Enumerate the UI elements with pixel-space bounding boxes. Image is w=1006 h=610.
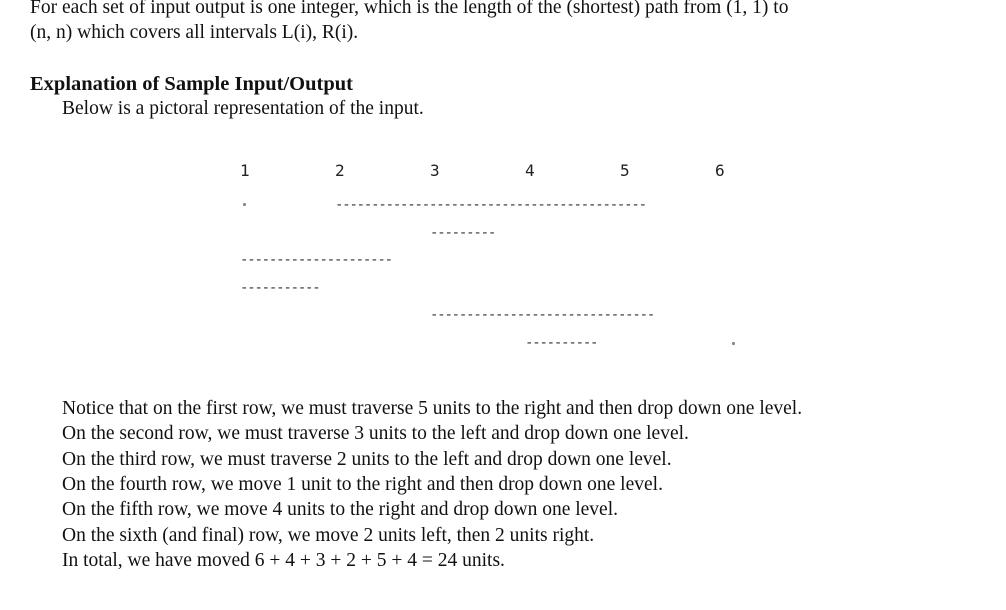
end-dot (732, 342, 735, 345)
explanation-line-7: In total, we have moved 6 + 4 + 3 + 2 + 5 + 4 = 24 units. (62, 550, 505, 571)
intro-line-2 (30, 22, 358, 44)
column-label-5: 5 (620, 161, 630, 180)
intro-line-1 (30, 0, 788, 19)
column-label-1: 1 (240, 161, 250, 180)
intro-line-1-text: For each set of input output is one integer, which is the length of the (shortest) path from (1, 1) to (30, 0, 789, 18)
interval-row-5: ------------------------------- (430, 308, 655, 322)
column-label-2: 2 (335, 161, 345, 180)
intro-line-2-text: (n, n) which covers all intervals L(i), R(i). (30, 22, 359, 43)
column-label-6: 6 (715, 161, 725, 180)
interval-row-3: --------------------- (240, 253, 392, 267)
interval-row-1: ------------------------------------------- (335, 198, 646, 212)
interval-row-6: ---------- (525, 336, 598, 350)
interval-figure (230, 150, 750, 360)
column-label-3: 3 (430, 161, 440, 180)
start-dot (243, 203, 246, 206)
section-heading: Explanation of Sample Input/Output (30, 73, 353, 95)
explanation-line-1: Notice that on the first row, we must traverse 5 units to the right and then drop down one level. (62, 398, 803, 419)
explanation-line-5: On the fifth row, we move 4 units to the right and drop down one level. (62, 499, 618, 520)
explanation-line-6: On the sixth (and final) row, we move 2 units left, then 2 units right. (62, 525, 595, 546)
explanation-line-2: On the second row, we must traverse 3 units to the left and drop down one level. (62, 423, 689, 444)
interval-row-2: --------- (430, 226, 496, 240)
explanation-line-3: On the third row, we must traverse 2 units to the left and drop down one level. (62, 449, 672, 470)
interval-row-4: ----------- (240, 281, 320, 295)
column-label-4: 4 (525, 161, 535, 180)
section-lead: Below is a pictoral representation of the input. (62, 98, 424, 119)
explanation-line-4: On the fourth row, we move 1 unit to the right and then drop down one level. (62, 474, 663, 495)
